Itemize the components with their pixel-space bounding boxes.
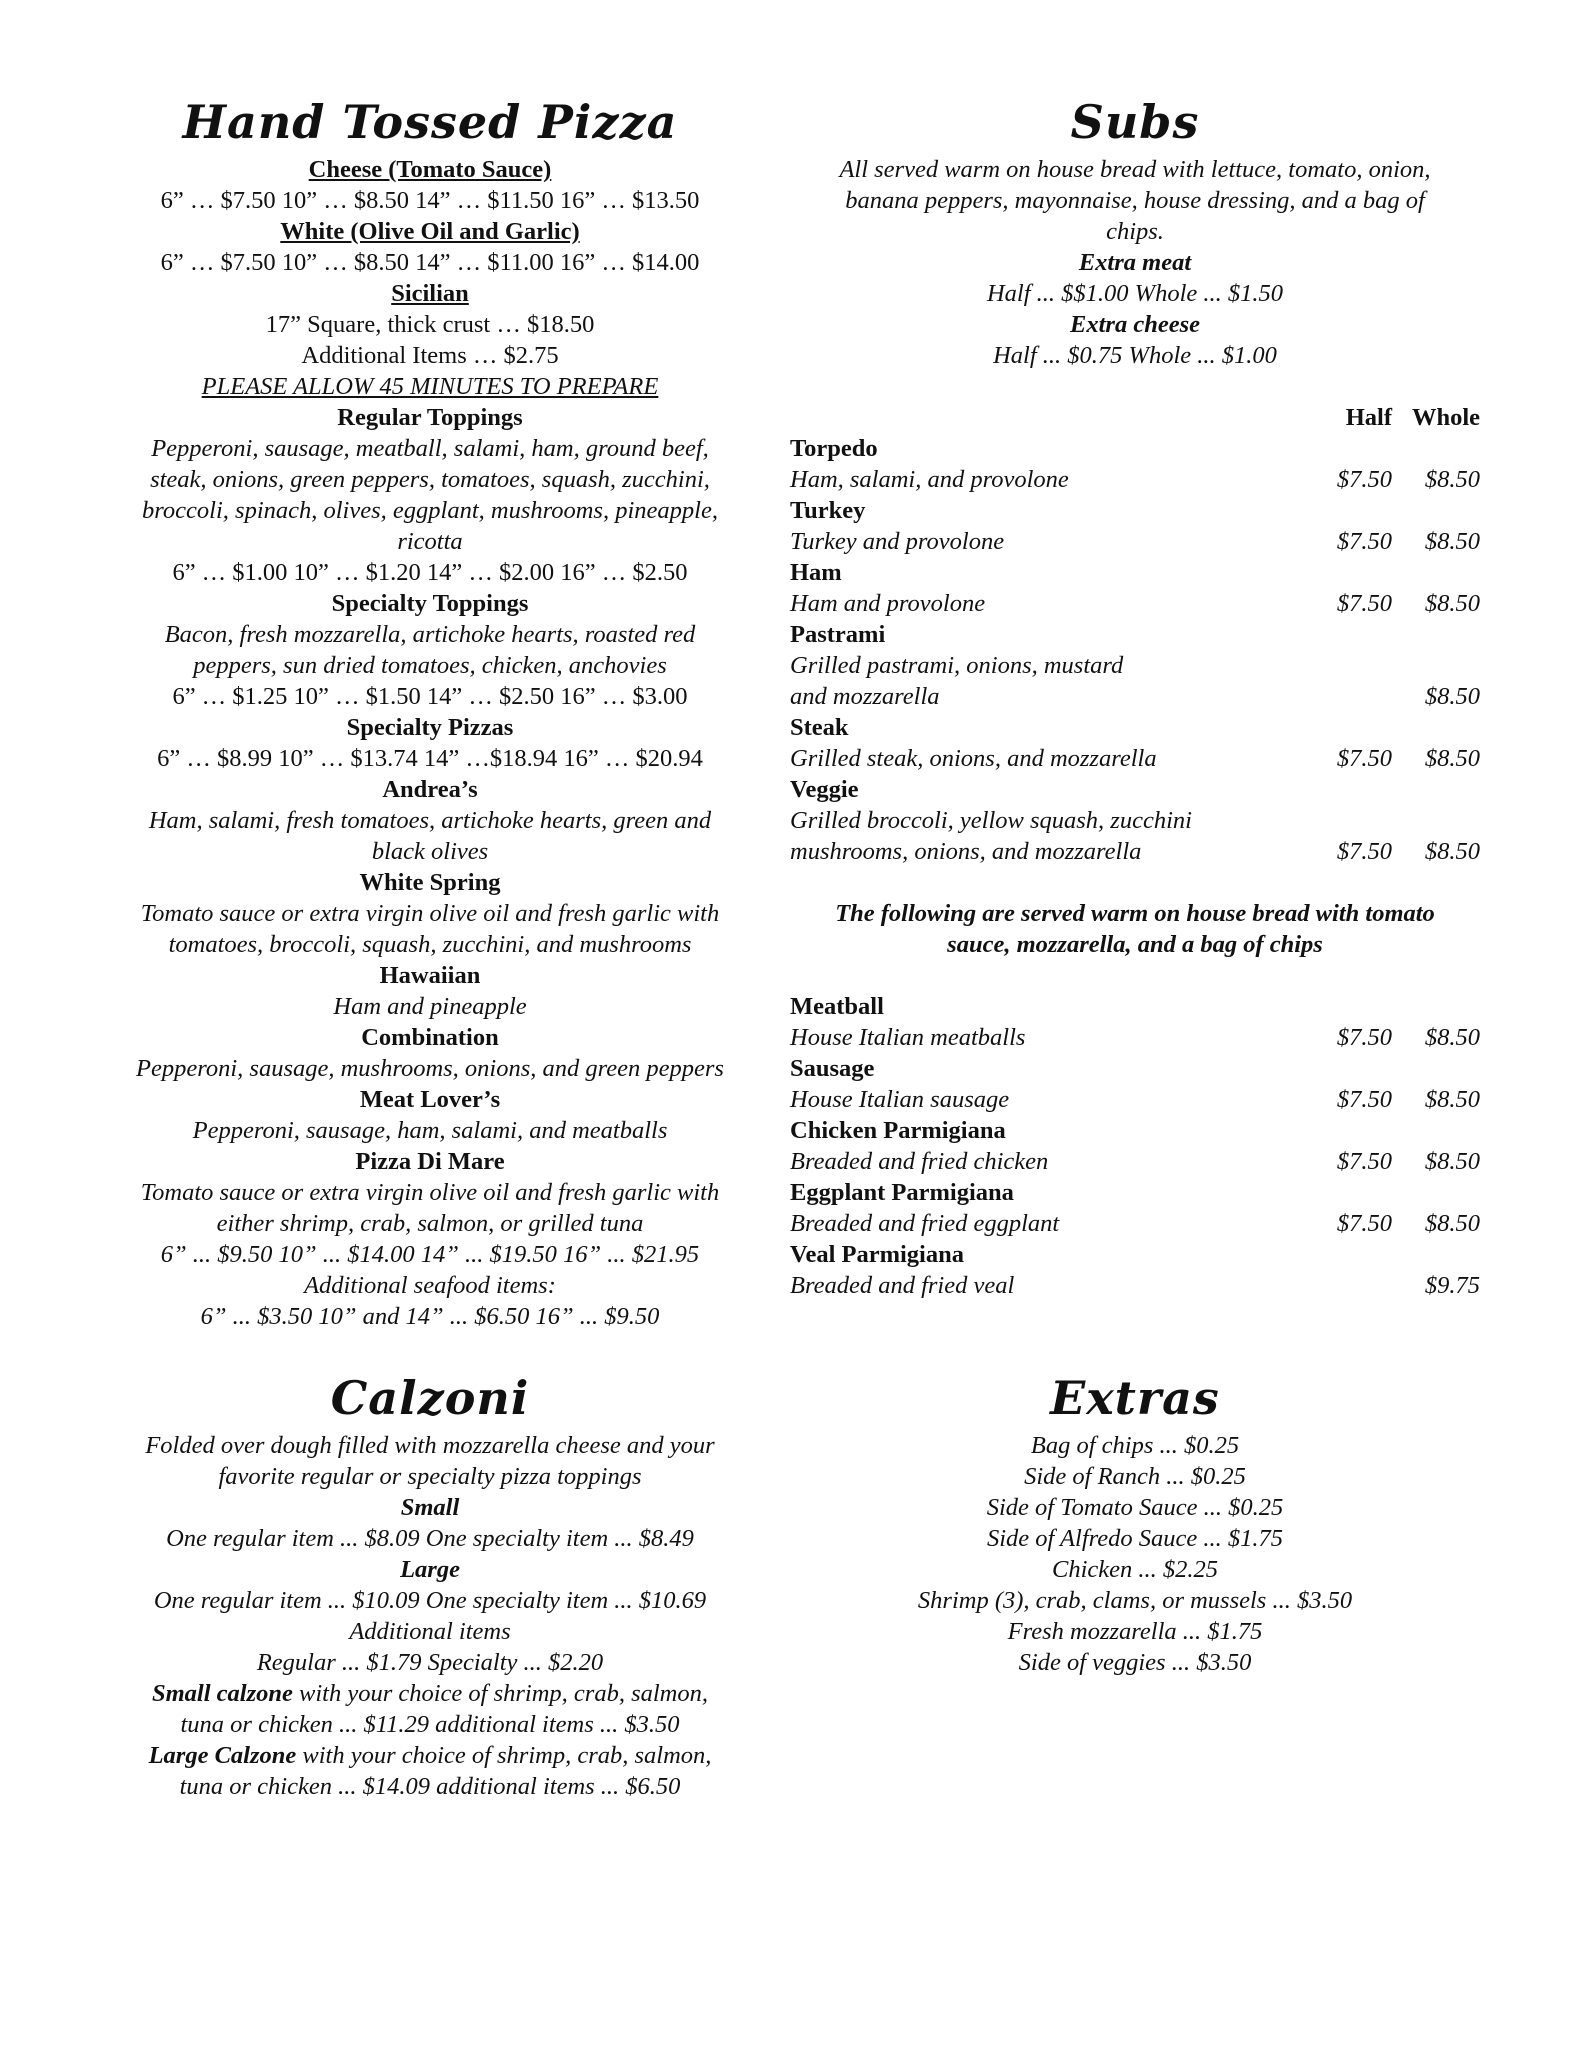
sub-desc: Breaded and fried chicken xyxy=(790,1148,1049,1175)
sub-half-price: $7.50 xyxy=(1336,528,1392,555)
di-mare-line: Tomato sauce or extra virgin olive oil and fresh garlic with xyxy=(140,1179,720,1206)
calzoni-section xyxy=(100,1366,760,1802)
combination-desc: Pepperoni, sausage, mushrooms, onions, and green peppers xyxy=(136,1055,724,1082)
sub-half-price: $7.50 xyxy=(1336,1210,1392,1237)
sub-desc: Grilled steak, onions, and mozzarella xyxy=(790,745,1157,772)
sub-desc: Ham, salami, and provolone xyxy=(790,466,1069,493)
specialty-pizzas-prices: 6” … $8.99 10” … $13.74 14” …$18.94 16” … $20.94 xyxy=(157,745,703,772)
calzoni-small-label: Small xyxy=(400,1494,460,1521)
sub-name: Veggie xyxy=(790,776,859,803)
sub-desc: and mozzarella xyxy=(790,683,940,710)
sub-name: Eggplant Parmigiana xyxy=(790,1179,1014,1206)
sub-whole-price: $8.50 xyxy=(1424,528,1480,555)
small-seafood-line2: tuna or chicken ... $11.29 additional items ... $3.50 xyxy=(180,1711,680,1738)
pizza-title: Hand Tossed Pizza xyxy=(182,95,678,149)
cheese-label: Cheese (Tomato Sauce) xyxy=(308,156,552,183)
large-seafood-bold: Large Calzone xyxy=(148,1742,297,1769)
table-row xyxy=(790,1146,1480,1177)
di-mare-line: either shrimp, crab, salmon, or grilled tuna xyxy=(216,1210,644,1237)
specialty-pizzas-label: Specialty Pizzas xyxy=(346,714,514,741)
additional-items: Additional Items … $2.75 xyxy=(301,342,559,369)
calzoni-additional-label: Additional items xyxy=(349,1618,511,1645)
sub-name: Sausage xyxy=(790,1055,875,1082)
calzoni-desc-line: Folded over dough filled with mozzarella cheese and your xyxy=(145,1432,715,1459)
sub-desc: mushrooms, onions, and mozzarella xyxy=(790,838,1142,865)
extras-item: Side of Ranch ... $0.25 xyxy=(1024,1463,1246,1490)
calzoni-large-prices: One regular item ... $10.09 One specialty item ... $10.69 xyxy=(153,1587,707,1614)
meat-lovers-label: Meat Lover’s xyxy=(359,1086,501,1113)
prepare-notice: PLEASE ALLOW 45 MINUTES TO PREPARE xyxy=(201,373,659,400)
sub-name: Torpedo xyxy=(790,435,878,462)
extra-meat-prices: Half ... $$1.00 Whole ... $1.50 xyxy=(986,280,1284,307)
sub-desc: Ham and provolone xyxy=(790,590,986,617)
extra-meat-label: Extra meat xyxy=(1078,249,1192,276)
regular-toppings-label: Regular Toppings xyxy=(337,404,523,431)
sub-half-price: $7.50 xyxy=(1336,1148,1392,1175)
calzoni-title: Calzoni xyxy=(330,1371,530,1425)
large-seafood-rest: with your choice of shrimp, crab, salmon, xyxy=(296,1742,712,1769)
subs-intro-line: chips. xyxy=(1106,218,1164,245)
sub-whole-price: $8.50 xyxy=(1424,683,1480,710)
extras-section xyxy=(790,1366,1480,1678)
sub-desc: Grilled broccoli, yellow squash, zucchini xyxy=(790,807,1192,834)
hawaiian-desc: Ham and pineapple xyxy=(333,993,527,1020)
white-spring-line: Tomato sauce or extra virgin olive oil and fresh garlic with xyxy=(140,900,720,927)
small-seafood-bold: Small calzone xyxy=(151,1680,293,1707)
di-mare-line: Additional seafood items: xyxy=(304,1272,556,1299)
calzoni-large-label: Large xyxy=(400,1556,460,1583)
table-row xyxy=(790,1084,1480,1115)
sub-desc: Breaded and fried veal xyxy=(790,1272,1015,1299)
white-prices: 6” … $7.50 10” … $8.50 14” … $11.00 16” … $14.00 xyxy=(160,249,700,276)
tomato-intro-line: sauce, mozzarella, and a bag of chips xyxy=(947,931,1323,958)
sub-half-price: $7.50 xyxy=(1336,590,1392,617)
sicilian-desc: 17” Square, thick crust … $18.50 xyxy=(265,311,595,338)
subs-table xyxy=(790,402,1480,867)
small-seafood-rest: with your choice of shrimp, crab, salmon, xyxy=(292,1680,708,1707)
sub-desc: House Italian meatballs xyxy=(790,1024,1026,1051)
table-row xyxy=(790,1208,1480,1239)
sub-desc: House Italian sausage xyxy=(790,1086,1010,1113)
extras-item: Bag of chips ... $0.25 xyxy=(1030,1432,1240,1459)
combination-label: Combination xyxy=(361,1024,499,1051)
large-seafood-calzone xyxy=(100,1740,760,1771)
sub-half-price: $7.50 xyxy=(1336,838,1392,865)
table-row xyxy=(790,1270,1480,1301)
table-row xyxy=(790,836,1480,867)
sub-half-price: $7.50 xyxy=(1336,466,1392,493)
sub-desc: Breaded and fried eggplant xyxy=(790,1210,1060,1237)
sub-name: Pastrami xyxy=(790,621,886,648)
sub-half-price xyxy=(1304,681,1392,712)
extra-cheese-label: Extra cheese xyxy=(1070,311,1200,338)
table-row xyxy=(790,526,1480,557)
subs-intro-line: banana peppers, mayonnaise, house dressing, and a bag of xyxy=(845,187,1425,214)
sub-whole-price: $8.50 xyxy=(1424,1024,1480,1051)
regular-toppings-line: steak, onions, green peppers, tomatoes, squash, zucchini, xyxy=(150,466,710,493)
col-whole: Whole xyxy=(1411,404,1480,431)
sub-name: Ham xyxy=(790,559,842,586)
di-mare-label: Pizza Di Mare xyxy=(355,1148,505,1175)
regular-toppings-line: Pepperoni, sausage, meatball, salami, ham, ground beef, xyxy=(151,435,709,462)
subs-title: Subs xyxy=(1070,95,1200,149)
regular-toppings-line: ricotta xyxy=(397,528,463,555)
col-half: Half xyxy=(1345,404,1392,431)
regular-toppings-line: broccoli, spinach, olives, eggplant, mushrooms, pineapple, xyxy=(142,497,718,524)
andreas-label: Andrea’s xyxy=(382,776,478,803)
extras-item: Fresh mozzarella ... $1.75 xyxy=(1007,1618,1263,1645)
calzoni-small-prices: One regular item ... $8.09 One specialty item ... $8.49 xyxy=(166,1525,694,1552)
sub-whole-price: $8.50 xyxy=(1424,1148,1480,1175)
table-row xyxy=(790,1022,1480,1053)
sub-desc: Grilled pastrami, onions, mustard xyxy=(790,652,1124,679)
sub-half-price: $7.50 xyxy=(1336,745,1392,772)
hawaiian-label: Hawaiian xyxy=(379,962,481,989)
sub-whole-price: $8.50 xyxy=(1424,466,1480,493)
regular-toppings-prices: 6” … $1.00 10” … $1.20 14” … $2.00 16” … $2.50 xyxy=(172,559,688,586)
specialty-toppings-label: Specialty Toppings xyxy=(331,590,529,617)
sub-name: Meatball xyxy=(790,993,884,1020)
sub-desc: Turkey and provolone xyxy=(790,528,1005,555)
small-seafood-calzone xyxy=(100,1678,760,1709)
sub-whole-price: $8.50 xyxy=(1424,838,1480,865)
sub-whole-price: $8.50 xyxy=(1424,1086,1480,1113)
sub-name: Turkey xyxy=(790,497,866,524)
di-mare-line: 6” ... $9.50 10” ... $14.00 14” ... $19.50 16” ... $21.95 xyxy=(160,1241,700,1268)
sub-whole-price: $8.50 xyxy=(1424,745,1480,772)
extras-item: Side of Tomato Sauce ... $0.25 xyxy=(986,1494,1284,1521)
extra-cheese-prices: Half ... $0.75 Whole ... $1.00 xyxy=(993,342,1277,369)
specialty-toppings-prices: 6” … $1.25 10” … $1.50 14” … $2.50 16” … $3.00 xyxy=(172,683,688,710)
sub-whole-price: $8.50 xyxy=(1424,590,1480,617)
sub-half-price: $7.50 xyxy=(1336,1024,1392,1051)
table-row xyxy=(790,681,1480,712)
extras-item: Side of veggies ... $3.50 xyxy=(1018,1649,1252,1676)
sicilian-label: Sicilian xyxy=(391,280,469,307)
white-label: White (Olive Oil and Garlic) xyxy=(280,218,580,245)
subs-header-row xyxy=(790,402,1480,433)
sub-half-price: $7.50 xyxy=(1336,1086,1392,1113)
white-spring-line: tomatoes, broccoli, squash, zucchini, and mushrooms xyxy=(168,931,692,958)
extras-item: Shrimp (3), crab, clams, or mussels ... $3.50 xyxy=(917,1587,1353,1614)
extras-item: Side of Alfredo Sauce ... $1.75 xyxy=(987,1525,1283,1552)
table-row xyxy=(790,588,1480,619)
andreas-line: Ham, salami, fresh tomatoes, artichoke hearts, green and xyxy=(148,807,712,834)
sub-half-price xyxy=(1304,1270,1392,1301)
specialty-toppings-line: Bacon, fresh mozzarella, artichoke hearts, roasted red xyxy=(164,621,696,648)
meat-lovers-desc: Pepperoni, sausage, ham, salami, and meatballs xyxy=(192,1117,668,1144)
table-row xyxy=(790,743,1480,774)
tomato-intro-line: The following are served warm on house bread with tomato xyxy=(835,900,1435,927)
calzoni-desc-line: favorite regular or specialty pizza toppings xyxy=(218,1463,642,1490)
subs-section xyxy=(790,90,1480,1301)
cheese-prices: 6” … $7.50 10” … $8.50 14” … $11.50 16” … $13.50 xyxy=(160,187,700,214)
sub-whole-price: $9.75 xyxy=(1424,1272,1480,1299)
calzoni-additional-prices: Regular ... $1.79 Specialty ... $2.20 xyxy=(256,1649,604,1676)
table-row xyxy=(790,464,1480,495)
sub-name: Chicken Parmigiana xyxy=(790,1117,1006,1144)
pizza-section xyxy=(100,90,760,1332)
tomato-subs-table xyxy=(790,991,1480,1301)
di-mare-line: 6” ... $3.50 10” and 14” ... $6.50 16” ... $9.50 xyxy=(200,1303,660,1330)
large-seafood-line2: tuna or chicken ... $14.09 additional items ... $6.50 xyxy=(179,1773,681,1800)
extras-item: Chicken ... $2.25 xyxy=(1051,1556,1219,1583)
sub-name: Steak xyxy=(790,714,849,741)
subs-intro-line: All served warm on house bread with lettuce, tomato, onion, xyxy=(839,156,1431,183)
sub-name: Veal Parmigiana xyxy=(790,1241,964,1268)
specialty-toppings-line: peppers, sun dried tomatoes, chicken, anchovies xyxy=(193,652,667,679)
sub-whole-price: $8.50 xyxy=(1424,1210,1480,1237)
andreas-line: black olives xyxy=(371,838,489,865)
white-spring-label: White Spring xyxy=(359,869,501,896)
extras-title: Extras xyxy=(1050,1371,1220,1425)
